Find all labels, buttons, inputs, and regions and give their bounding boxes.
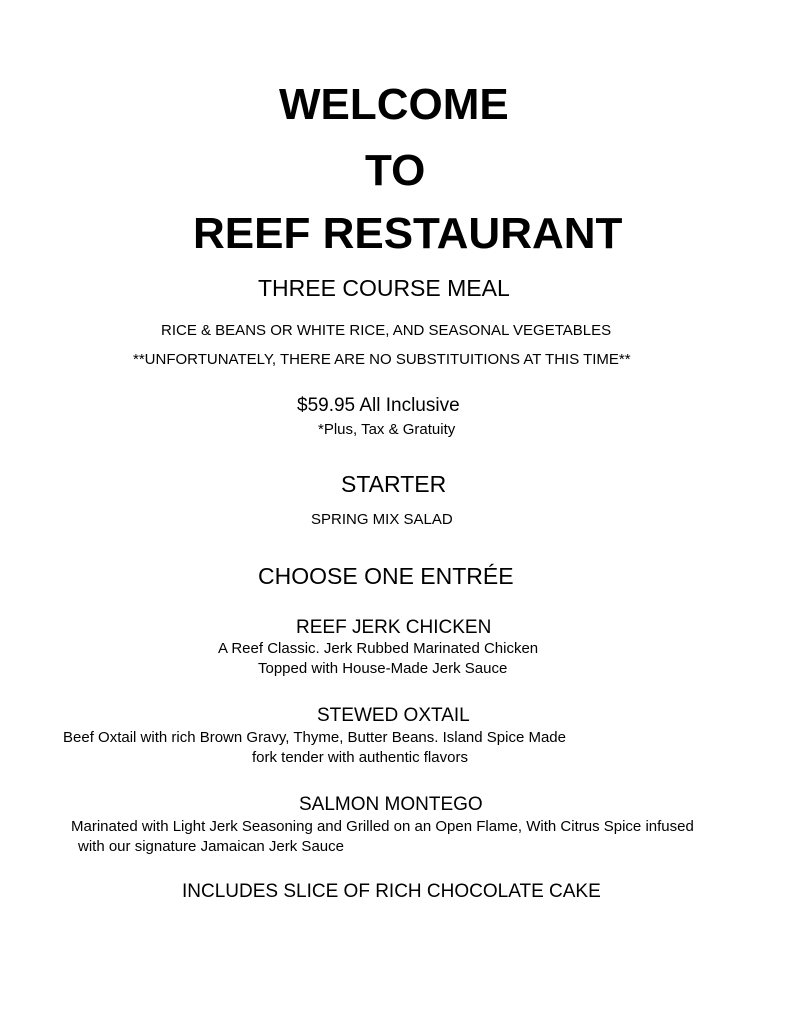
sides-note: RICE & BEANS OR WHITE RICE, AND SEASONAL VEGETABLES [161, 322, 612, 339]
three-course-subtitle: THREE COURSE MEAL [258, 275, 510, 301]
salmon-description-line1: Marinated with Light Jerk Seasoning and Grilled on an Open Flame, With Citrus Spice infused [71, 818, 694, 835]
substitutions-note: **UNFORTUNATELY, THERE ARE NO SUBSTITUITIONS AT THIS TIME** [133, 351, 631, 368]
salmon-title: SALMON MONTEGO [299, 794, 483, 815]
to-heading: TO [365, 146, 426, 195]
entree-heading: CHOOSE ONE ENTRÉE [258, 563, 514, 589]
restaurant-name-heading: REEF RESTAURANT [193, 209, 623, 258]
dessert-note: INCLUDES SLICE OF RICH CHOCOLATE CAKE [182, 881, 601, 902]
jerk-chicken-description-line1: A Reef Classic. Jerk Rubbed Marinated Chicken [218, 640, 539, 657]
oxtail-description-line2: fork tender with authentic flavors [252, 749, 468, 766]
starter-heading: STARTER [341, 471, 447, 497]
price-footnote: *Plus, Tax & Gratuity [318, 421, 456, 438]
price: $59.95 All Inclusive [297, 395, 460, 416]
salmon-description-line2: with our signature Jamaican Jerk Sauce [78, 838, 344, 855]
oxtail-description-line1: Beef Oxtail with rich Brown Gravy, Thyme, Butter Beans. Island Spice Made [63, 729, 566, 746]
jerk-chicken-title: REEF JERK CHICKEN [296, 617, 492, 638]
starter-item: SPRING MIX SALAD [311, 511, 453, 528]
welcome-heading: WELCOME [279, 80, 509, 129]
jerk-chicken-description-line2: Topped with House-Made Jerk Sauce [258, 660, 508, 677]
oxtail-title: STEWED OXTAIL [317, 705, 470, 726]
